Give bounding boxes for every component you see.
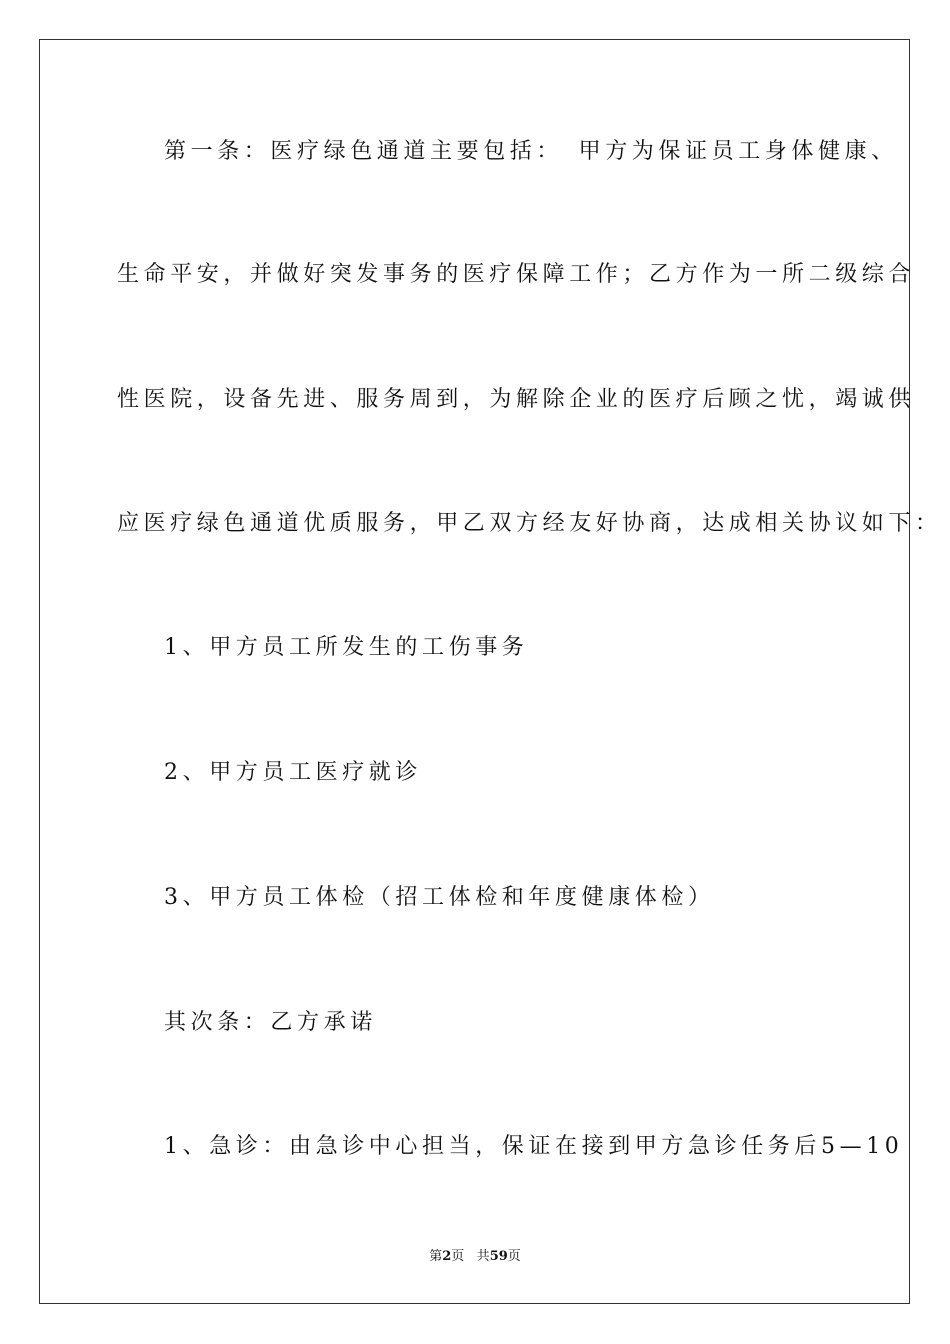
list-item-1: 1、甲方员工所发生的工伤事务 [164, 635, 529, 660]
paragraph-line-2: 生命平安，并做好突发事务的医疗保障工作；乙方作为一所二级综合 [117, 262, 916, 287]
footer-total-pages: 59 [489, 1249, 508, 1264]
paragraph-line-4: 应医疗绿色通道优质服务，甲乙双方经友好协商，达成相关协议如下： [117, 511, 942, 536]
list-item-emergency: 1、急诊：由急诊中心担当，保证在接到甲方急诊任务后5—10 [164, 1134, 904, 1159]
footer-total-prefix: 共 [476, 1249, 490, 1264]
section-heading-2: 其次条：乙方承诺 [164, 1010, 377, 1035]
footer-total-suffix: 页 [507, 1249, 521, 1264]
list-item-2: 2、甲方员工医疗就诊 [164, 760, 422, 785]
footer-page-number: 2 [442, 1249, 452, 1264]
footer-page-prefix: 第 [429, 1249, 443, 1264]
page-footer [0, 1249, 950, 1265]
paragraph-line-3: 性医院，设备先进、服务周到，为解除企业的医疗后顾之忧，竭诚供 [117, 387, 916, 412]
paragraph-line-1: 第一条：医疗绿色通道主要包括： 甲方为保证员工身体健康、 [164, 139, 898, 164]
list-item-3: 3、甲方员工体检（招工体检和年度健康体检） [164, 885, 715, 910]
page-border [39, 39, 910, 1304]
footer-page-suffix: 页 [451, 1249, 465, 1264]
